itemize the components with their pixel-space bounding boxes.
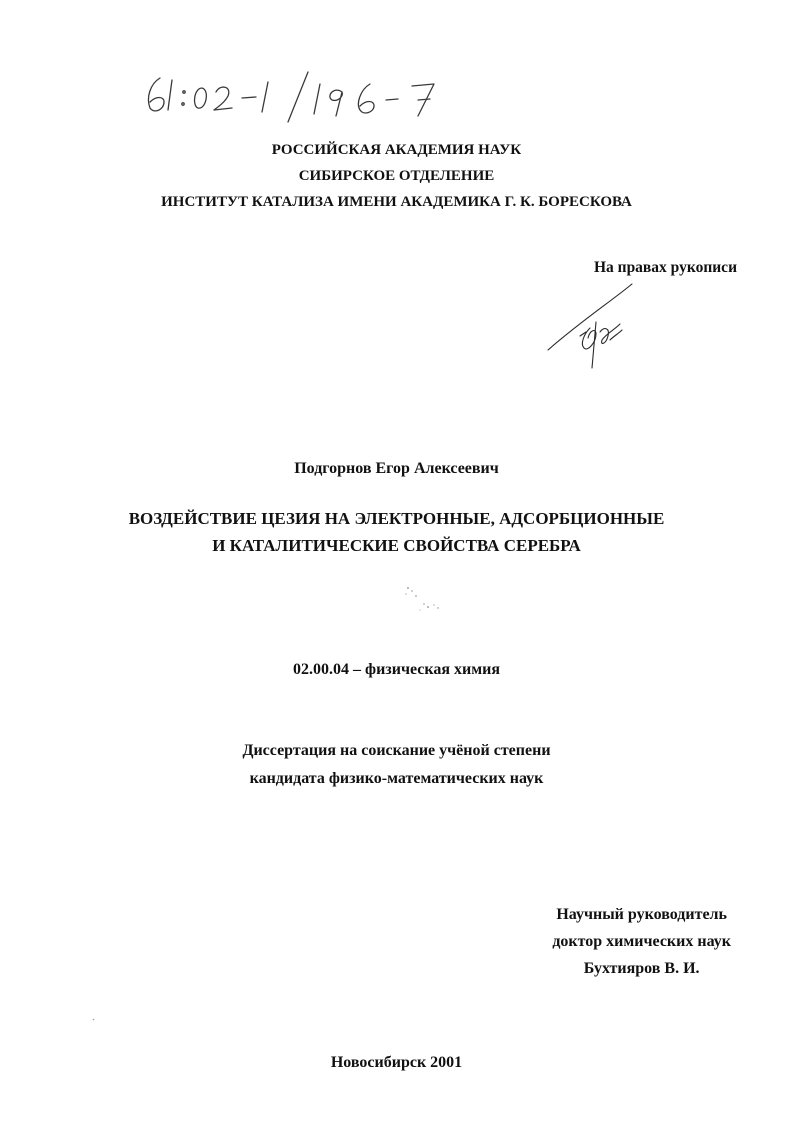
specialty-code: 02.00.04 – физическая химия [293, 661, 500, 678]
author-signature [540, 282, 650, 372]
scan-smudge [398, 580, 446, 616]
degree-statement-line-2: кандидата физико-математических наук [249, 770, 544, 787]
scan-speck [92, 1018, 95, 1021]
dissertation-title-line-2: И КАТАЛИТИЧЕСКИЕ СВОЙСТВА СЕРЕБРА [212, 536, 581, 555]
city-year: Новосибирск 2001 [330, 1054, 463, 1071]
supervisor-block [552, 901, 731, 982]
degree-statement [0, 737, 793, 793]
organization-branch: СИБИРСКОЕ ОТДЕЛЕНИЕ [298, 168, 495, 184]
supervisor-name: Бухтияров В. И. [583, 960, 700, 977]
supervisor-title: доктор химических наук [552, 933, 731, 950]
degree-statement-line-1: Диссертация на соискание учёной степени [242, 742, 551, 759]
author-name: Подгорнов Егор Алексеевич [294, 460, 499, 477]
manuscript-rights-note: На правах рукописи [593, 259, 737, 276]
dissertation-title [0, 505, 793, 559]
organization-institute: ИНСТИТУТ КАТАЛИЗА ИМЕНИ АКАДЕМИКА Г. К. БОРЕСКОВА [161, 194, 632, 210]
handwritten-inventory-number [138, 66, 510, 126]
organization-academy: РОССИЙСКАЯ АКАДЕМИЯ НАУК [271, 142, 522, 158]
dissertation-title-line-1: ВОЗДЕЙСТВИЕ ЦЕЗИЯ НА ЭЛЕКТРОННЫЕ, АДСОРБЦИОННЫЕ [128, 509, 665, 528]
supervisor-role: Научный руководитель [556, 906, 727, 923]
organization-block [0, 137, 793, 215]
